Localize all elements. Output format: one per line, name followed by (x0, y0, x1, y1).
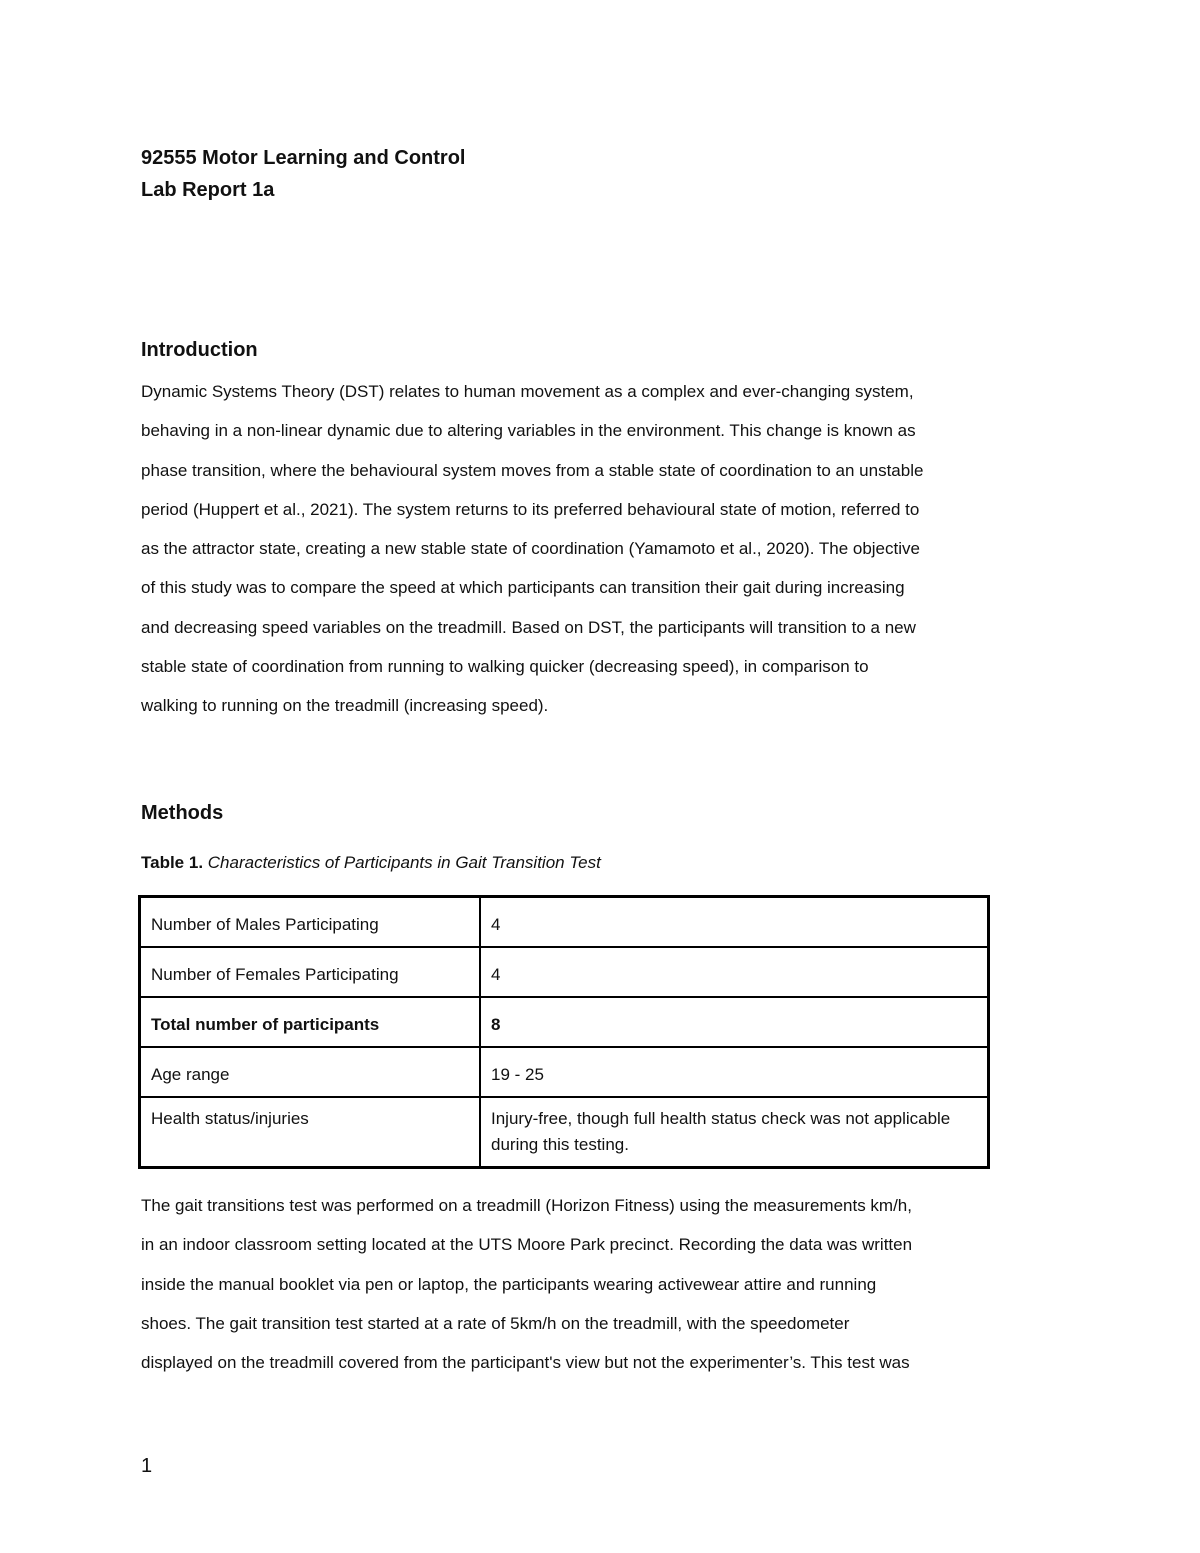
text-line: The gait transitions test was performed on a treadmill (Horizon Fitness) using the measurements km/h, (141, 1196, 912, 1215)
table-caption (141, 851, 601, 875)
table-cell-value: 4 (480, 947, 989, 997)
methods-heading: Methods (141, 802, 224, 824)
table-cell-label: Age range (140, 1047, 481, 1097)
table-cell-value: 4 (480, 897, 989, 948)
page-number: 1 (141, 1455, 153, 1477)
table-caption-label: Table 1. (141, 853, 204, 872)
participants-table (138, 895, 990, 1169)
introduction-paragraph (141, 372, 1061, 726)
table-cell-value: 8 (480, 997, 989, 1047)
table-cell-label: Number of Males Participating (140, 897, 481, 948)
table-cell-label: Total number of participants (140, 997, 481, 1047)
text-line: stable state of coordination from running to walking quicker (decreasing speed), in comparison to (141, 657, 869, 677)
table-row (140, 947, 989, 997)
text-line: period (Huppert et al., 2021). The system returns to its preferred behavioural state of motion, referred to (141, 499, 920, 519)
table-row (140, 997, 989, 1047)
text-line: walking to running on the treadmill (increasing speed). (141, 696, 549, 716)
table-cell-label: Health status/injuries (140, 1097, 481, 1168)
table-row (140, 1047, 989, 1097)
methods-paragraph (141, 1186, 1061, 1382)
text-line: inside the manual booklet via pen or laptop, the participants wearing activewear attire and running (141, 1274, 877, 1294)
table-row (140, 1097, 989, 1168)
text-line: as the attractor state, creating a new stable state of coordination (Yamamoto et al., 2020). The objective (141, 539, 920, 559)
table-row (140, 897, 989, 948)
report-title: Lab Report 1a (141, 179, 275, 201)
table-cell-value: Injury-free, though full health status check was not applicable during this testing. (480, 1097, 989, 1168)
text-line: Dynamic Systems Theory (DST) relates to human movement as a complex and ever-changing system, (141, 382, 914, 401)
text-line: in an indoor classroom setting located at the UTS Moore Park precinct. Recording the data was written (141, 1235, 913, 1255)
text-line: displayed on the treadmill covered from the participant's view but not the experimenter’s. This test was (141, 1353, 910, 1373)
text-line: shoes. The gait transition test started at a rate of 5km/h on the treadmill, with the speedometer (141, 1313, 850, 1333)
text-line: phase transition, where the behavioural system moves from a stable state of coordination to an unstable (141, 460, 924, 480)
text-line: and decreasing speed variables on the treadmill. Based on DST, the participants will transition to a new (141, 617, 916, 637)
table-cell-value: 19 - 25 (480, 1047, 989, 1097)
document-title (141, 142, 465, 206)
table-caption-title: Characteristics of Participants in Gait Transition Test (207, 853, 601, 872)
introduction-heading: Introduction (141, 339, 258, 361)
text-line: behaving in a non-linear dynamic due to altering variables in the environment. This change is known as (141, 421, 916, 441)
text-line: of this study was to compare the speed at which participants can transition their gait during increasing (141, 578, 905, 598)
course-title: 92555 Motor Learning and Control (141, 147, 466, 169)
table-cell-label: Number of Females Participating (140, 947, 481, 997)
